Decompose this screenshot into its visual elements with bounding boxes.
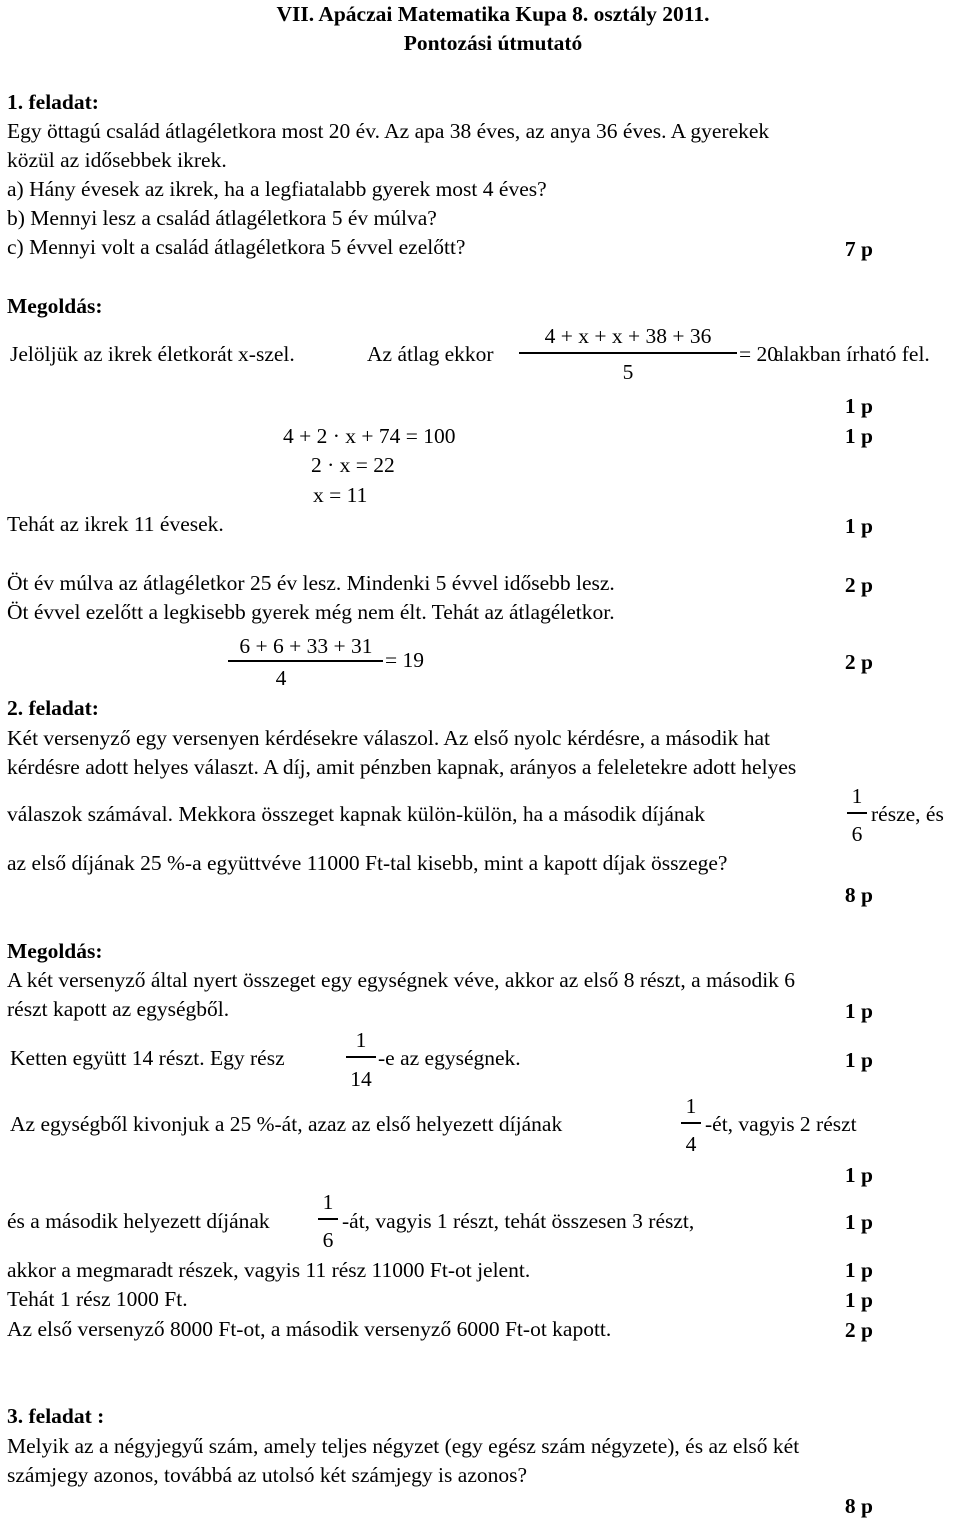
task1-points-3: 1 p: [844, 514, 873, 538]
task1-text-line1: Egy öttagú család átlagéletkora most 20 év. Az apa 38 éves, az anya 36 éves. A gyerekek: [7, 119, 770, 143]
task1-average-fraction-bar: [519, 352, 737, 354]
task2-solution-3-fraction-denominator: 4: [685, 1132, 697, 1156]
task2-heading: 2. feladat:: [7, 696, 99, 720]
task1-average-result: = 20: [739, 342, 779, 366]
task2-solution-4-points: 1 p: [844, 1210, 873, 1234]
task3-line2: számjegy azonos, továbbá az utolsó két számjegy is azonos?: [7, 1463, 528, 1487]
task2-line3-part-a: válaszok számával. Mekkora összeget kapnak külön-külön, ha a második díjának: [7, 802, 705, 826]
task2-solution-3-fraction-numerator: 1: [685, 1094, 697, 1118]
task2-solution-4-fraction-numerator: 1: [322, 1190, 334, 1214]
task2-solution-2-part-b: -e az egységnek.: [378, 1046, 521, 1070]
task2-solution-5-points: 1 p: [844, 1258, 873, 1282]
task2-solution-7: Az első versenyző 8000 Ft-ot, a második versenyző 6000 Ft-ot kapott.: [7, 1317, 612, 1341]
document-title: VII. Apáczai Matematika Kupa 8. osztály 2011.: [276, 2, 710, 26]
task2-solution-3-part-a: Az egységből kivonjuk a 25 %-át, azaz az első helyezett díjának: [10, 1112, 563, 1136]
task1-question-a: a) Hány évesek az ikrek, ha a legfiatalabb gyerek most 4 éves?: [7, 177, 547, 201]
task1-points-2: 1 p: [844, 424, 873, 448]
task1-equation-3: x = 11: [313, 483, 368, 507]
task1-equation-1: 4 + 2 · x + 74 = 100: [283, 424, 456, 448]
task2-line4: az első díjának 25 %-a együttvéve 11000 Ft-tal kisebb, mint a kapott díjak összege?: [7, 851, 728, 875]
task1-solution-heading: Megoldás:: [7, 294, 103, 318]
task2-solution-4-part-a: és a második helyezett díjának: [7, 1209, 270, 1233]
task1-fraction2-result: = 19: [385, 648, 425, 672]
task2-solution-3-points: 1 p: [844, 1163, 873, 1187]
task1-points-4: 2 p: [844, 573, 873, 597]
task1-text-line2: közül az idősebbek ikrek.: [7, 148, 227, 172]
task2-line1: Két versenyző egy versenyen kérdésekre válaszol. Az első nyolc kérdésre, a második hat: [7, 726, 770, 750]
task1-fraction2-numerator: 6 + 6 + 33 + 31: [239, 634, 373, 658]
task1-average-suffix: alakban írható fel.: [774, 342, 930, 366]
task2-line3-fraction-bar: [847, 812, 867, 814]
task2-line3-part-b: része, és: [871, 802, 944, 826]
task1-average-prefix: Az átlag ekkor: [367, 342, 494, 366]
task1-conclusion: Tehát az ikrek 11 évesek.: [7, 512, 224, 536]
task3-line1: Melyik az a négyjegyű szám, amely teljes négyzet (egy egész szám négyzete), és az első két: [7, 1434, 800, 1458]
task3-heading: 3. feladat :: [7, 1404, 105, 1428]
task1-five-years-ago: Öt évvel ezelőtt a legkisebb gyerek még nem élt. Tehát az átlagéletkor.: [7, 600, 615, 624]
task1-average-numerator: 4 + x + x + 38 + 36: [544, 324, 712, 348]
task1-equation-2: 2 · x = 22: [311, 453, 395, 477]
task1-heading: 1. feladat:: [7, 90, 99, 114]
task2-line3-fraction-denominator: 6: [851, 822, 863, 846]
task2-solution-1-line1: A két versenyző által nyert összeget egy egységnek véve, akkor az első 8 részt, a második 6: [7, 968, 796, 992]
task1-points-5: 2 p: [844, 650, 873, 674]
document-subtitle: Pontozási útmutató: [403, 31, 583, 55]
task1-fraction2-bar: [228, 660, 383, 662]
task2-line2: kérdésre adott helyes választ. A díj, amit pénzben kapnak, arányos a feleletekre adott helyes: [7, 755, 797, 779]
task2-line3-fraction-numerator: 1: [851, 784, 863, 808]
task1-question-c: c) Mennyi volt a család átlagéletkora 5 évvel ezelőtt?: [7, 235, 466, 259]
task2-solution-4-part-b: -át, vagyis 1 részt, tehát összesen 3 részt,: [342, 1209, 695, 1233]
task2-solution-6: Tehát 1 rész 1000 Ft.: [7, 1287, 188, 1311]
task1-five-years-later: Öt év múlva az átlagéletkor 25 év lesz. Mindenki 5 évvel idősebb lesz.: [7, 571, 615, 595]
task2-solution-2-part-a: Ketten együtt 14 részt. Egy rész: [10, 1046, 285, 1070]
task1-fraction2-denominator: 4: [275, 666, 287, 690]
task2-solution-5: akkor a megmaradt részek, vagyis 11 rész 11000 Ft-ot jelent.: [7, 1258, 531, 1282]
task1-points-1: 1 p: [844, 394, 873, 418]
task1-points-total: 7 p: [844, 237, 873, 261]
task2-solution-7-points: 2 p: [844, 1318, 873, 1342]
task2-solution-4-fraction-denominator: 6: [322, 1228, 334, 1252]
task2-solution-4-fraction-bar: [318, 1218, 338, 1220]
task2-solution-3-fraction-bar: [681, 1122, 701, 1124]
task2-solution-1-points: 1 p: [844, 999, 873, 1023]
task2-solution-2-fraction-bar: [346, 1056, 376, 1058]
task2-solution-3-part-b: -ét, vagyis 2 részt: [705, 1112, 857, 1136]
task2-solution-2-fraction-numerator: 1: [355, 1028, 367, 1052]
task2-points-total: 8 p: [844, 883, 873, 907]
task2-solution-2-points: 1 p: [844, 1048, 873, 1072]
task2-solution-1-line2: részt kapott az egységből.: [7, 997, 230, 1021]
task2-solution-6-points: 1 p: [844, 1288, 873, 1312]
task1-average-denominator: 5: [622, 360, 634, 384]
task1-question-b: b) Mennyi lesz a család átlagéletkora 5 év múlva?: [7, 206, 437, 230]
task1-solution-intro: Jelöljük az ikrek életkorát x-szel.: [10, 342, 295, 366]
task2-solution-heading: Megoldás:: [7, 939, 103, 963]
task3-points-total: 8 p: [844, 1494, 873, 1518]
task2-solution-2-fraction-denominator: 14: [350, 1067, 372, 1091]
